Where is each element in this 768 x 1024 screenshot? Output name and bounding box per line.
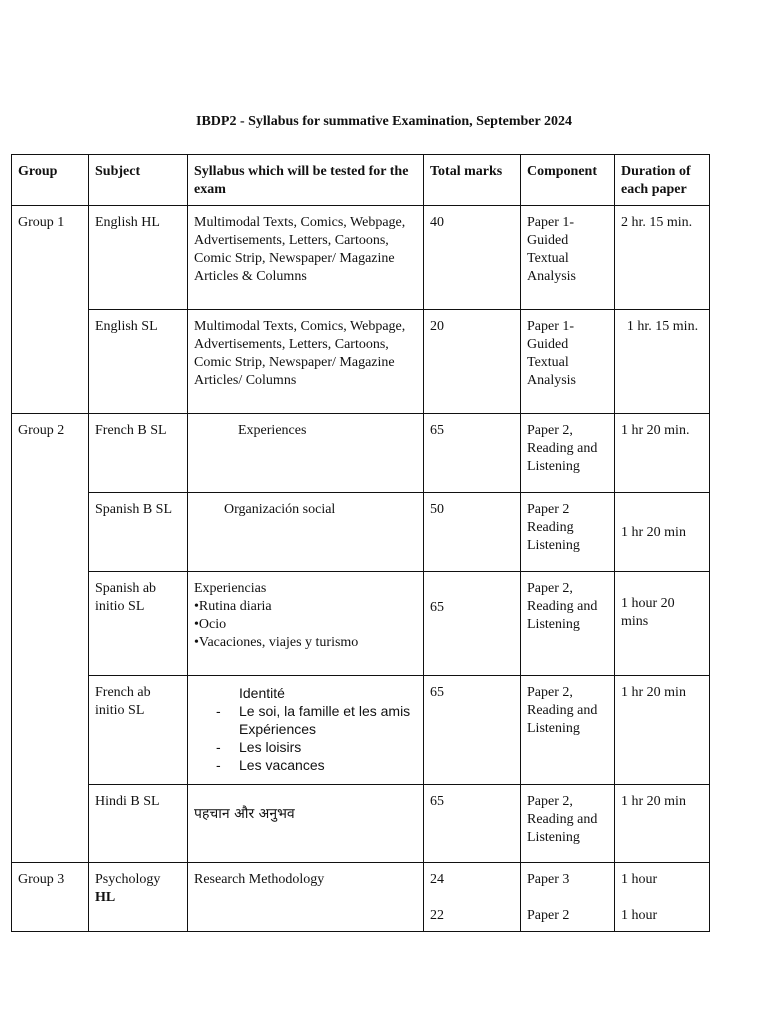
header-component: Component: [521, 155, 615, 206]
marks-value: 22: [430, 908, 444, 923]
table-row: [12, 206, 710, 310]
syllabus-cell: [188, 493, 424, 572]
subject-cell: Spanish B SL: [89, 493, 188, 572]
duration-cell: 1 hr 20 min.: [615, 414, 710, 493]
duration-cell: 1 hr 20 min: [615, 785, 710, 863]
syllabus-table: [11, 154, 710, 932]
duration-cell: 1 hour 20 mins: [615, 572, 710, 676]
page-title: IBDP2 - Syllabus for summative Examination, September 2024: [196, 114, 572, 129]
marks-cell: [424, 863, 521, 932]
syllabus-cell: Research Methodology: [188, 863, 424, 932]
marks-value: 24: [430, 872, 444, 887]
marks-cell: 20: [424, 310, 521, 414]
table-row: [12, 785, 710, 863]
table-row: [12, 310, 710, 414]
syllabus-list: [194, 598, 418, 652]
header-syllabus: Syllabus which will be tested for the exam: [188, 155, 424, 206]
table-row: [12, 414, 710, 493]
component-cell: Paper 1-Guided Textual Analysis: [521, 310, 615, 414]
duration-cell: 1 hr 20 min: [615, 676, 710, 785]
component-cell: Paper 2, Reading and Listening: [521, 414, 615, 493]
syllabus-cell: [188, 676, 424, 785]
subject-level: HL: [95, 890, 116, 905]
table-row: [12, 676, 710, 785]
marks-cell: 65: [424, 572, 521, 676]
marks-cell: 65: [424, 676, 521, 785]
component-cell: Paper 1-Guided Textual Analysis: [521, 206, 615, 310]
syllabus-cell: पहचान और अनुभव: [188, 785, 424, 863]
header-subject: Subject: [89, 155, 188, 206]
syllabus-cell: Multimodal Texts, Comics, Webpage, Advertisements, Letters, Cartoons, Comic Strip, Newspaper/ Magazine Articles/ Columns: [188, 310, 424, 414]
subject-cell: Hindi B SL: [89, 785, 188, 863]
component-cell: [521, 863, 615, 932]
component-value: Paper 2: [527, 908, 570, 923]
subject-line: Psychology: [95, 872, 161, 887]
marks-cell: 65: [424, 785, 521, 863]
list-item: • Rutina diaria: [194, 598, 418, 616]
duration-cell: 1 hr. 15 min.: [615, 310, 710, 414]
list-item: - Les vacances: [194, 756, 418, 774]
syllabus-text: Organización social: [224, 502, 336, 517]
syllabus-heading: Experiencias: [194, 581, 267, 596]
component-value: Paper 3: [527, 872, 570, 887]
syllabus-text: Experiences: [238, 423, 307, 438]
duration-cell: [615, 863, 710, 932]
table-row: [12, 863, 710, 932]
marks-cell: 40: [424, 206, 521, 310]
subject-cell: [89, 863, 188, 932]
header-duration: Duration of each paper: [615, 155, 710, 206]
list-item: • Ocio: [194, 616, 418, 634]
list-item: • Vacaciones, viajes y turismo: [194, 634, 418, 652]
component-text: Paper 2 Reading Listening: [527, 502, 580, 553]
table-row: [12, 493, 710, 572]
subject-cell: Spanish ab initio SL: [89, 572, 188, 676]
component-cell: Paper 2, Reading and Listening: [521, 572, 615, 676]
syllabus-cell: Multimodal Texts, Comics, Webpage, Advertisements, Letters, Cartoons, Comic Strip, Newspaper/ Magazine Articles & Columns: [188, 206, 424, 310]
syllabus-list: [194, 684, 418, 774]
list-item: - Les loisirs: [194, 738, 418, 756]
marks-cell: 65: [424, 414, 521, 493]
list-item: - Le soi, la famille et les amis: [194, 702, 418, 720]
list-item: Identité: [239, 685, 285, 701]
duration-cell: 1 hr 20 min: [615, 493, 710, 572]
duration-cell: 2 hr. 15 min.: [615, 206, 710, 310]
subject-cell: French ab initio SL: [89, 676, 188, 785]
header-group: Group: [12, 155, 89, 206]
group-cell: Group 1: [12, 206, 89, 414]
header-total-marks: Total marks: [424, 155, 521, 206]
group-cell: Group 3: [12, 863, 89, 932]
duration-value: 1 hour: [621, 908, 658, 923]
component-cell: [521, 493, 615, 572]
component-cell: Paper 2, Reading and Listening: [521, 785, 615, 863]
table-row: [12, 572, 710, 676]
group-cell: Group 2: [12, 414, 89, 863]
subject-cell: French B SL: [89, 414, 188, 493]
subject-cell: English HL: [89, 206, 188, 310]
subject-cell: English SL: [89, 310, 188, 414]
component-cell: Paper 2, Reading and Listening: [521, 676, 615, 785]
list-item: Expériences: [239, 721, 317, 737]
syllabus-cell: [188, 572, 424, 676]
syllabus-cell: [188, 414, 424, 493]
table-header-row: [12, 155, 710, 206]
duration-value: 1 hour: [621, 872, 658, 887]
marks-cell: 50: [424, 493, 521, 572]
